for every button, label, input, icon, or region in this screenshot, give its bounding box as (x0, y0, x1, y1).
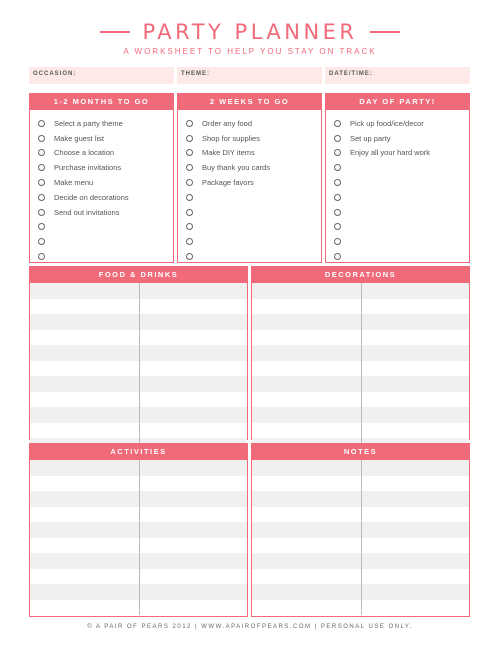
section-heading: NOTES (252, 444, 469, 460)
occasion-field[interactable]: OCCASION: (29, 67, 174, 84)
checklist-item[interactable] (186, 160, 321, 175)
checkbox-circle-icon[interactable] (186, 209, 193, 216)
checkbox-circle-icon[interactable] (186, 253, 193, 260)
checkbox-circle-icon[interactable] (38, 209, 45, 216)
checklists (29, 93, 470, 263)
checklist-item[interactable] (186, 146, 321, 161)
checklist-item[interactable] (186, 190, 321, 205)
notes-section (251, 443, 470, 617)
column-divider (139, 283, 140, 454)
page-header (0, 20, 500, 56)
checkbox-circle-icon[interactable] (38, 223, 45, 230)
checkbox-circle-icon[interactable] (334, 209, 341, 216)
checklist-items (30, 110, 173, 264)
checklist-item[interactable] (38, 175, 173, 190)
checkbox-circle-icon[interactable] (334, 223, 341, 230)
checkbox-circle-icon[interactable] (38, 179, 45, 186)
checkbox-circle-icon[interactable] (334, 238, 341, 245)
checklist-item[interactable] (186, 205, 321, 220)
checklist-item[interactable] (334, 220, 469, 235)
checkbox-circle-icon[interactable] (38, 135, 45, 142)
checklist-item[interactable] (38, 205, 173, 220)
section-heading: ACTIVITIES (30, 444, 247, 460)
checklist-item-label: Make menu (54, 178, 94, 188)
checklist-item[interactable] (38, 116, 173, 131)
checkbox-circle-icon[interactable] (186, 179, 193, 186)
checklist-heading: 1-2 MONTHS TO GO (30, 94, 173, 110)
checklist-item[interactable] (334, 205, 469, 220)
theme-field[interactable]: THEME: (177, 67, 322, 84)
activities-section (29, 443, 248, 617)
checklist-item[interactable] (38, 190, 173, 205)
section-lines[interactable] (30, 460, 247, 615)
checklist-item-label: Set up party (350, 133, 391, 143)
footer-credit: © A PAIR OF PEARS 2012 | WWW.APAIROFPEARS.COM | PERSONAL USE ONLY. (87, 624, 413, 630)
checkbox-circle-icon[interactable] (334, 194, 341, 201)
checkbox-circle-icon[interactable] (186, 164, 193, 171)
checklist-item-label: Package favors (202, 178, 254, 188)
checkbox-circle-icon[interactable] (334, 135, 341, 142)
column-divider (139, 460, 140, 615)
checklist-item[interactable] (334, 146, 469, 161)
title-rule-left (100, 31, 130, 33)
checkbox-circle-icon[interactable] (186, 120, 193, 127)
section-lines[interactable] (252, 283, 469, 454)
checklist-item[interactable] (186, 249, 321, 264)
checklist-item[interactable] (334, 160, 469, 175)
checkbox-circle-icon[interactable] (334, 164, 341, 171)
checklist-item-label: Buy thank you cards (202, 163, 270, 173)
checkbox-circle-icon[interactable] (186, 194, 193, 201)
checklist-item[interactable] (334, 234, 469, 249)
checkbox-circle-icon[interactable] (186, 149, 193, 156)
checklist-item[interactable] (334, 190, 469, 205)
section-lines[interactable] (252, 460, 469, 615)
food-drinks-section (29, 266, 248, 440)
checklist-item-label: Order any food (202, 118, 253, 128)
checkbox-circle-icon[interactable] (38, 164, 45, 171)
checklist-item-label: Decide on decorations (54, 192, 129, 202)
checkbox-circle-icon[interactable] (38, 253, 45, 260)
checklist-item[interactable] (38, 234, 173, 249)
section-heading: DECORATIONS (252, 267, 469, 283)
checklist-item[interactable] (186, 175, 321, 190)
checkbox-circle-icon[interactable] (38, 238, 45, 245)
checkbox-circle-icon[interactable] (38, 194, 45, 201)
section-heading: FOOD & DRINKS (30, 267, 247, 283)
checklist-item-label: Enjoy all your hard work (350, 148, 431, 158)
checklist-item[interactable] (334, 175, 469, 190)
decorations-section (251, 266, 470, 440)
checklist-item[interactable] (186, 131, 321, 146)
checkbox-circle-icon[interactable] (334, 253, 341, 260)
checklist-heading: 2 WEEKS TO GO (178, 94, 321, 110)
page-title: PARTY PLANNER (142, 20, 358, 44)
checklist-item[interactable] (38, 160, 173, 175)
checklist-item-label: Shop for supplies (202, 133, 260, 143)
checkbox-circle-icon[interactable] (334, 149, 341, 156)
checklist-item-label: Send out invitations (54, 207, 120, 217)
checklist-item-label: Purchase invitations (54, 163, 122, 173)
checkbox-circle-icon[interactable] (38, 120, 45, 127)
checklist-item[interactable] (334, 249, 469, 264)
checklist-item[interactable] (38, 131, 173, 146)
checklist-day-of (325, 93, 470, 263)
date-time-field[interactable]: DATE/TIME: (325, 67, 470, 84)
checkbox-circle-icon[interactable] (38, 149, 45, 156)
title-rule-right (370, 31, 400, 33)
column-divider (361, 283, 362, 454)
checkbox-circle-icon[interactable] (334, 120, 341, 127)
section-lines[interactable] (30, 283, 247, 454)
checkbox-circle-icon[interactable] (186, 135, 193, 142)
checklist-item[interactable] (38, 220, 173, 235)
column-divider (361, 460, 362, 615)
checklist-item[interactable] (186, 220, 321, 235)
checklist-months (29, 93, 174, 263)
checklist-item[interactable] (38, 146, 173, 161)
checklist-item[interactable] (186, 234, 321, 249)
checklist-item[interactable] (38, 249, 173, 264)
checklist-item-label: Select a party theme (54, 118, 123, 128)
checklist-item-label: Choose a location (54, 148, 115, 158)
checkbox-circle-icon[interactable] (186, 238, 193, 245)
checklist-item-label: Pick up food/ice/decor (350, 118, 424, 128)
checklist-items (178, 110, 321, 264)
checklist-item-label: Make guest list (54, 133, 105, 143)
title-row (0, 20, 500, 44)
checklist-item[interactable] (334, 131, 469, 146)
page-subtitle: A WORKSHEET TO HELP YOU STAY ON TRACK (123, 47, 377, 56)
checkbox-circle-icon[interactable] (186, 223, 193, 230)
checklist-weeks (177, 93, 322, 263)
checklist-item[interactable] (334, 116, 469, 131)
checklist-item[interactable] (186, 116, 321, 131)
checklist-items (326, 110, 469, 264)
checkbox-circle-icon[interactable] (334, 179, 341, 186)
checklist-heading: DAY OF PARTY! (326, 94, 469, 110)
checklist-item-label: Make DIY items (202, 148, 255, 158)
info-row (29, 67, 470, 84)
